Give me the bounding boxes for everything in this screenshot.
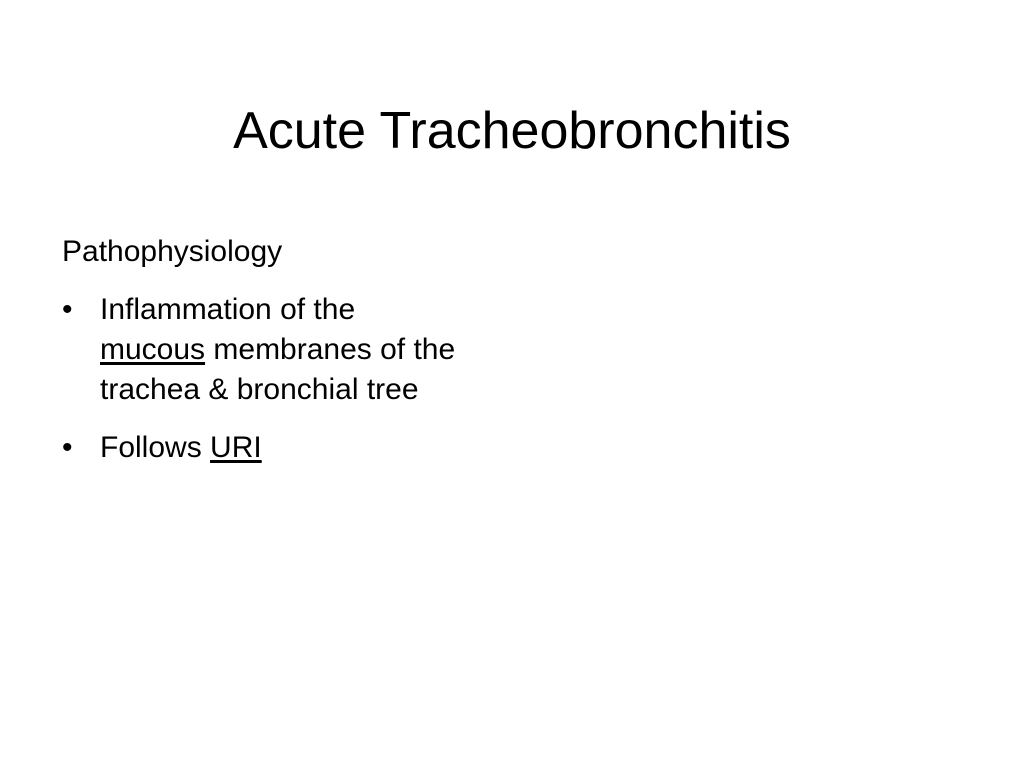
bullet-item-inflammation bbox=[62, 290, 502, 410]
bullet-text-underlined: mucous bbox=[100, 333, 206, 366]
bullet-item-follows bbox=[62, 428, 502, 468]
bullet-text-underlined: URI bbox=[210, 431, 262, 464]
slide-title: Acute Tracheobronchitis bbox=[233, 102, 791, 160]
bullet-icon: • bbox=[62, 431, 73, 464]
slide-content bbox=[62, 232, 502, 486]
section-heading: Pathophysiology bbox=[62, 235, 283, 268]
bullet-icon: • bbox=[62, 293, 73, 326]
bullet-text-pre: Inflammation of the bbox=[100, 293, 356, 326]
bullet-list bbox=[62, 290, 502, 468]
bullet-text-post: membranes of the trachea & bronchial tree bbox=[100, 333, 456, 406]
bullet-text-pre: Follows bbox=[100, 431, 202, 464]
